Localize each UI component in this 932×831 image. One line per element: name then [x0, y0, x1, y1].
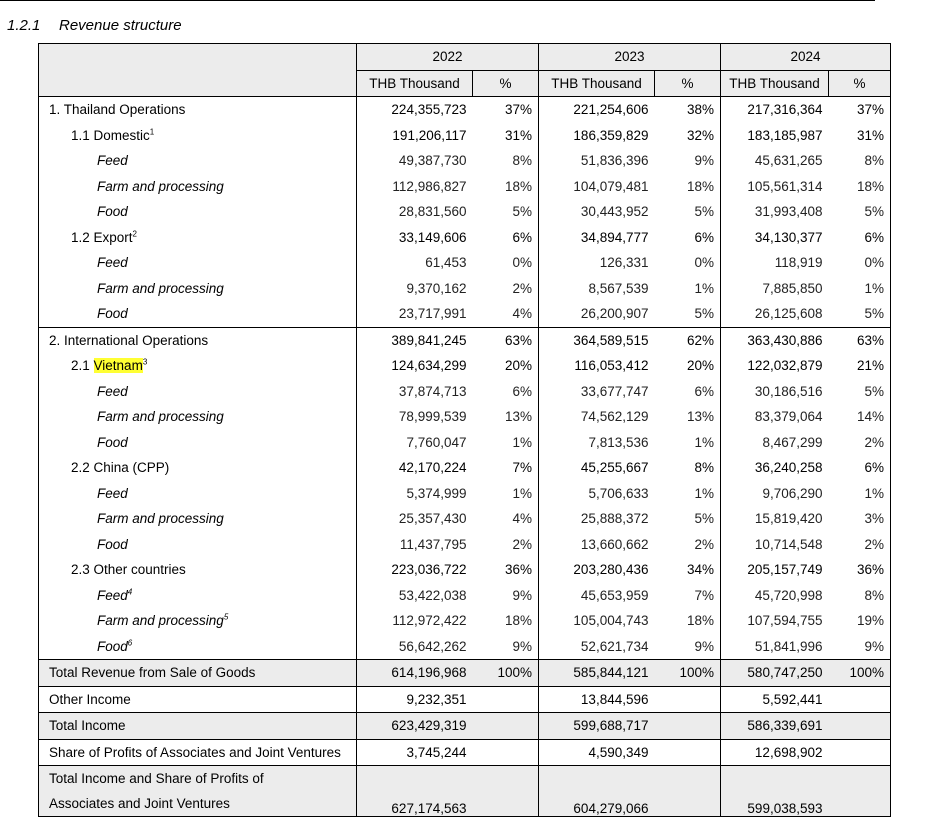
value-pct: 2% [655, 532, 721, 558]
row-total-rev [39, 660, 891, 687]
footnote-marker: 3 [142, 357, 148, 367]
value-thb: 364,589,515 [539, 327, 655, 353]
row-intl-ops [39, 327, 891, 353]
row-dom-feed [39, 148, 891, 174]
value-pct: 37% [473, 97, 539, 123]
row-share-profit [39, 739, 891, 766]
value-thb: 45,653,959 [580, 587, 649, 603]
value-pct: 13% [655, 404, 721, 430]
value-thb: 586,339,691 [721, 713, 829, 740]
value-pct [829, 766, 891, 817]
row-label [39, 199, 357, 225]
row-label-text: Farm and processing [97, 409, 224, 425]
footnote-marker: 1 [149, 127, 155, 137]
section-title: Revenue structure [59, 17, 182, 34]
value-thb: 7,885,850 [762, 280, 823, 296]
value-pct: 6% [655, 379, 721, 405]
value-pct: 1% [655, 481, 721, 507]
row-label [39, 404, 357, 430]
value-pct: 9% [655, 148, 721, 174]
row-other [39, 557, 891, 583]
value-thb: 25,357,430 [398, 511, 467, 527]
value-thb: 34,894,777 [580, 229, 649, 245]
row-label-text: Farm and processing [97, 178, 224, 194]
value-pct: 4% [473, 301, 539, 327]
value-thb: 118,919 [774, 255, 823, 271]
value-pct: 3% [829, 506, 891, 532]
value-thb: 78,999,539 [398, 409, 467, 425]
value-thb: 51,836,396 [580, 153, 649, 169]
row-dom-farm [39, 174, 891, 200]
value-thb: 61,453 [425, 255, 467, 271]
row-label-text: 2. International Operations [49, 332, 209, 348]
value-pct: 37% [829, 97, 891, 123]
row-ot-food [39, 634, 891, 660]
row-vn-farm [39, 404, 891, 430]
value-pct: 100% [829, 660, 891, 687]
value-thb: 10,714,548 [754, 536, 823, 552]
value-thb: 25,888,372 [580, 511, 649, 527]
value-pct: 9% [473, 583, 539, 609]
value-pct [655, 739, 721, 766]
value-pct: 4% [473, 506, 539, 532]
value-thb: 580,747,250 [721, 660, 829, 687]
value-pct [829, 713, 891, 740]
value-pct: 63% [473, 327, 539, 353]
value-pct: 1% [473, 430, 539, 456]
value-thb: 105,004,743 [573, 613, 649, 629]
value-pct: 31% [473, 123, 539, 149]
row-label [39, 766, 357, 817]
value-thb: 8,567,539 [588, 280, 649, 296]
header-years-row [39, 44, 891, 71]
section-heading [7, 17, 182, 34]
value-pct: 19% [829, 608, 891, 634]
value-thb: 13,660,662 [580, 536, 649, 552]
value-thb: 205,157,749 [747, 562, 823, 578]
row-label [39, 250, 357, 276]
value-thb: 74,562,129 [580, 409, 649, 425]
value-pct [473, 739, 539, 766]
row-label [39, 97, 357, 123]
value-thb: 221,254,606 [539, 97, 655, 123]
row-exp-food [39, 301, 891, 327]
value-thb: 51,841,996 [754, 638, 823, 654]
value-pct: 31% [829, 123, 891, 149]
value-thb: 389,841,245 [357, 327, 473, 353]
value-pct [655, 686, 721, 713]
value-thb: 623,429,319 [357, 713, 473, 740]
value-pct: 63% [829, 327, 891, 353]
value-thb: 15,819,420 [754, 511, 823, 527]
value-thb: 183,185,987 [747, 127, 823, 143]
row-label [39, 481, 357, 507]
header-year-2022: 2022 [357, 44, 539, 71]
value-thb: 9,232,351 [357, 686, 473, 713]
row-label [39, 739, 357, 766]
value-pct: 20% [655, 353, 721, 379]
value-thb: 112,986,827 [392, 178, 467, 194]
value-thb: 191,206,117 [392, 127, 467, 143]
value-pct: 100% [473, 660, 539, 687]
value-thb: 45,720,998 [754, 587, 823, 603]
value-pct [473, 766, 539, 817]
row-label [39, 506, 357, 532]
row-label-text: Food [97, 536, 128, 552]
value-pct: 1% [829, 481, 891, 507]
row-label-text: Farm and processing [97, 613, 224, 629]
value-pct: 0% [655, 250, 721, 276]
value-thb: 126,331 [599, 255, 649, 271]
row-label-text: Feed [97, 255, 128, 271]
value-pct: 6% [829, 455, 891, 481]
value-thb: 83,379,064 [754, 409, 823, 425]
header-pct: % [829, 70, 891, 97]
value-pct [473, 713, 539, 740]
value-pct [829, 739, 891, 766]
row-domestic [39, 123, 891, 149]
row-label-text: Total Income [49, 718, 126, 734]
value-pct [655, 713, 721, 740]
value-thb: 112,972,422 [392, 613, 467, 629]
header-unit: THB Thousand [357, 70, 473, 97]
header-year-2024: 2024 [721, 44, 891, 71]
row-label-text: 2.2 China (CPP) [71, 460, 170, 476]
row-vietnam [39, 353, 891, 379]
row-label [39, 557, 357, 583]
row-label-text: Feed [97, 383, 128, 399]
value-thb: 5,706,633 [588, 485, 649, 501]
value-pct: 36% [473, 557, 539, 583]
row-label [39, 713, 357, 740]
value-thb: 627,174,563 [357, 766, 473, 817]
header-blank [39, 44, 357, 97]
row-label-text: Food [97, 638, 128, 654]
value-pct: 14% [829, 404, 891, 430]
row-china [39, 455, 891, 481]
value-thb: 599,038,593 [721, 766, 829, 817]
value-pct: 6% [655, 225, 721, 251]
value-thb: 12,698,902 [721, 739, 829, 766]
row-label [39, 174, 357, 200]
value-pct: 8% [655, 455, 721, 481]
value-pct: 20% [473, 353, 539, 379]
row-label-prefix: 2.1 [71, 358, 94, 374]
value-thb: 585,844,121 [539, 660, 655, 687]
row-label [39, 583, 357, 609]
value-thb: 8,467,299 [762, 434, 823, 450]
row-ot-farm [39, 608, 891, 634]
value-pct: 18% [829, 174, 891, 200]
row-label [39, 123, 357, 149]
footnote-marker: 5 [223, 612, 229, 622]
value-pct: 2% [473, 532, 539, 558]
value-thb: 37,874,713 [398, 383, 467, 399]
value-thb: 223,036,722 [391, 562, 467, 578]
value-thb: 49,387,730 [398, 153, 467, 169]
row-label [39, 686, 357, 713]
row-cn-feed [39, 481, 891, 507]
row-label-text: Vietnam [93, 358, 143, 374]
value-pct: 5% [655, 301, 721, 327]
value-thb: 52,621,734 [580, 638, 649, 654]
header-unit: THB Thousand [539, 70, 655, 97]
value-pct: 5% [829, 199, 891, 225]
value-pct: 8% [829, 148, 891, 174]
value-pct: 5% [655, 199, 721, 225]
row-label [39, 379, 357, 405]
value-pct: 9% [829, 634, 891, 660]
value-thb: 45,255,667 [580, 460, 649, 476]
value-pct: 18% [655, 174, 721, 200]
row-label-text: 1.2 Export [71, 229, 133, 245]
value-thb: 56,642,262 [398, 638, 467, 654]
row-cn-farm [39, 506, 891, 532]
row-label-text: 1.1 Domestic [71, 127, 150, 143]
value-thb: 26,125,608 [754, 306, 823, 322]
value-pct: 36% [829, 557, 891, 583]
value-pct: 18% [473, 608, 539, 634]
value-pct: 13% [473, 404, 539, 430]
value-thb: 124,634,299 [391, 358, 467, 374]
row-label-text: Total Revenue from Sale of Goods [49, 665, 256, 681]
value-pct: 9% [655, 634, 721, 660]
value-pct: 7% [473, 455, 539, 481]
row-label-text: Feed [97, 485, 128, 501]
row-label [39, 532, 357, 558]
value-pct: 5% [829, 301, 891, 327]
value-pct: 18% [655, 608, 721, 634]
value-thb: 599,688,717 [539, 713, 655, 740]
row-vn-feed [39, 379, 891, 405]
value-thb: 13,844,596 [539, 686, 655, 713]
value-pct: 6% [473, 379, 539, 405]
value-pct: 6% [473, 225, 539, 251]
value-pct: 0% [473, 250, 539, 276]
row-exp-feed [39, 250, 891, 276]
header-pct: % [655, 70, 721, 97]
footnote-marker: 2 [132, 229, 137, 239]
value-pct: 8% [473, 148, 539, 174]
value-thb: 105,561,314 [747, 178, 823, 194]
value-thb: 30,186,516 [754, 383, 823, 399]
row-label-text: Food [97, 306, 128, 322]
value-thb: 5,592,441 [721, 686, 829, 713]
row-label [39, 327, 357, 353]
row-vn-food [39, 430, 891, 456]
value-thb: 11,437,795 [399, 536, 467, 552]
value-thb: 7,760,047 [406, 434, 467, 450]
value-pct: 5% [829, 379, 891, 405]
row-label-line2: Associates and Joint Ventures [49, 796, 230, 811]
value-thb: 42,170,224 [398, 460, 467, 476]
header-unit: THB Thousand [721, 70, 829, 97]
value-pct: 2% [829, 430, 891, 456]
row-label-text: Other Income [49, 691, 131, 707]
value-thb: 9,706,290 [762, 485, 823, 501]
value-pct [829, 686, 891, 713]
value-pct [473, 686, 539, 713]
value-thb: 5,374,999 [406, 485, 467, 501]
value-pct: 2% [473, 276, 539, 302]
row-dom-food [39, 199, 891, 225]
value-pct: 21% [829, 353, 891, 379]
row-label [39, 148, 357, 174]
row-thai-ops [39, 97, 891, 123]
row-label [39, 430, 357, 456]
value-thb: 604,279,066 [539, 766, 655, 817]
row-label-line1: Total Income and Share of Profits of [49, 771, 264, 786]
header-year-2023: 2023 [539, 44, 721, 71]
row-label-text: Feed [97, 153, 128, 169]
section-number: 1.2.1 [7, 17, 41, 34]
row-label-text: Farm and processing [97, 280, 224, 296]
value-thb: 28,831,560 [398, 204, 467, 220]
value-thb: 4,590,349 [539, 739, 655, 766]
row-total-income [39, 713, 891, 740]
value-thb: 9,370,162 [406, 280, 467, 296]
row-label [39, 301, 357, 327]
footnote-marker: 4 [127, 587, 133, 597]
value-pct: 1% [655, 276, 721, 302]
value-thb: 186,359,829 [573, 127, 649, 143]
value-thb: 7,813,536 [588, 434, 649, 450]
value-thb: 31,993,408 [754, 204, 823, 220]
value-thb: 34,130,377 [754, 229, 823, 245]
value-thb: 224,355,723 [357, 97, 473, 123]
value-thb: 33,149,606 [398, 229, 467, 245]
value-thb: 122,032,879 [747, 358, 823, 374]
value-thb: 614,196,968 [357, 660, 473, 687]
value-pct: 32% [655, 123, 721, 149]
value-pct: 2% [829, 532, 891, 558]
value-pct: 18% [473, 174, 539, 200]
value-pct: 8% [829, 583, 891, 609]
top-rule [0, 0, 875, 1]
row-label [39, 353, 357, 379]
value-thb: 26,200,907 [580, 306, 649, 322]
value-thb: 30,443,952 [580, 204, 649, 220]
row-label-text: 2.3 Other countries [71, 562, 186, 578]
row-label [39, 660, 357, 687]
footnote-marker: 6 [127, 638, 133, 648]
value-thb: 203,280,436 [573, 562, 649, 578]
row-label-text: Feed [97, 587, 128, 603]
row-label-text: Food [97, 434, 128, 450]
row-label [39, 276, 357, 302]
value-pct: 6% [829, 225, 891, 251]
value-thb: 36,240,258 [754, 460, 823, 476]
value-pct: 5% [473, 199, 539, 225]
value-pct: 62% [655, 327, 721, 353]
row-exp-farm [39, 276, 891, 302]
value-thb: 3,745,244 [357, 739, 473, 766]
value-pct: 5% [655, 506, 721, 532]
header-pct: % [473, 70, 539, 97]
row-ot-feed [39, 583, 891, 609]
revenue-table [38, 43, 891, 817]
row-label [39, 634, 357, 660]
value-pct: 0% [829, 250, 891, 276]
row-export [39, 225, 891, 251]
value-pct: 1% [829, 276, 891, 302]
row-other-income [39, 686, 891, 713]
row-label [39, 608, 357, 634]
row-label-text: Farm and processing [97, 511, 224, 527]
value-thb: 104,079,481 [573, 178, 649, 194]
value-thb: 45,631,265 [754, 153, 823, 169]
value-pct: 7% [655, 583, 721, 609]
value-pct [655, 766, 721, 817]
value-thb: 217,316,364 [721, 97, 829, 123]
value-thb: 363,430,886 [721, 327, 829, 353]
row-grand-total [39, 766, 891, 817]
row-label-text: Share of Profits of Associates and Joint Ventures [49, 744, 341, 760]
row-cn-food [39, 532, 891, 558]
row-label [39, 455, 357, 481]
value-thb: 33,677,747 [580, 383, 649, 399]
row-label [39, 225, 357, 251]
value-thb: 116,053,412 [574, 358, 649, 374]
value-pct: 1% [473, 481, 539, 507]
value-thb: 107,594,755 [747, 613, 823, 629]
value-pct: 9% [473, 634, 539, 660]
value-pct: 38% [655, 97, 721, 123]
row-label-text: 1. Thailand Operations [49, 102, 186, 118]
value-pct: 1% [655, 430, 721, 456]
row-label-text: Food [97, 204, 128, 220]
value-thb: 23,717,991 [398, 306, 467, 322]
value-thb: 53,422,038 [398, 587, 467, 603]
value-pct: 34% [655, 557, 721, 583]
value-pct: 100% [655, 660, 721, 687]
